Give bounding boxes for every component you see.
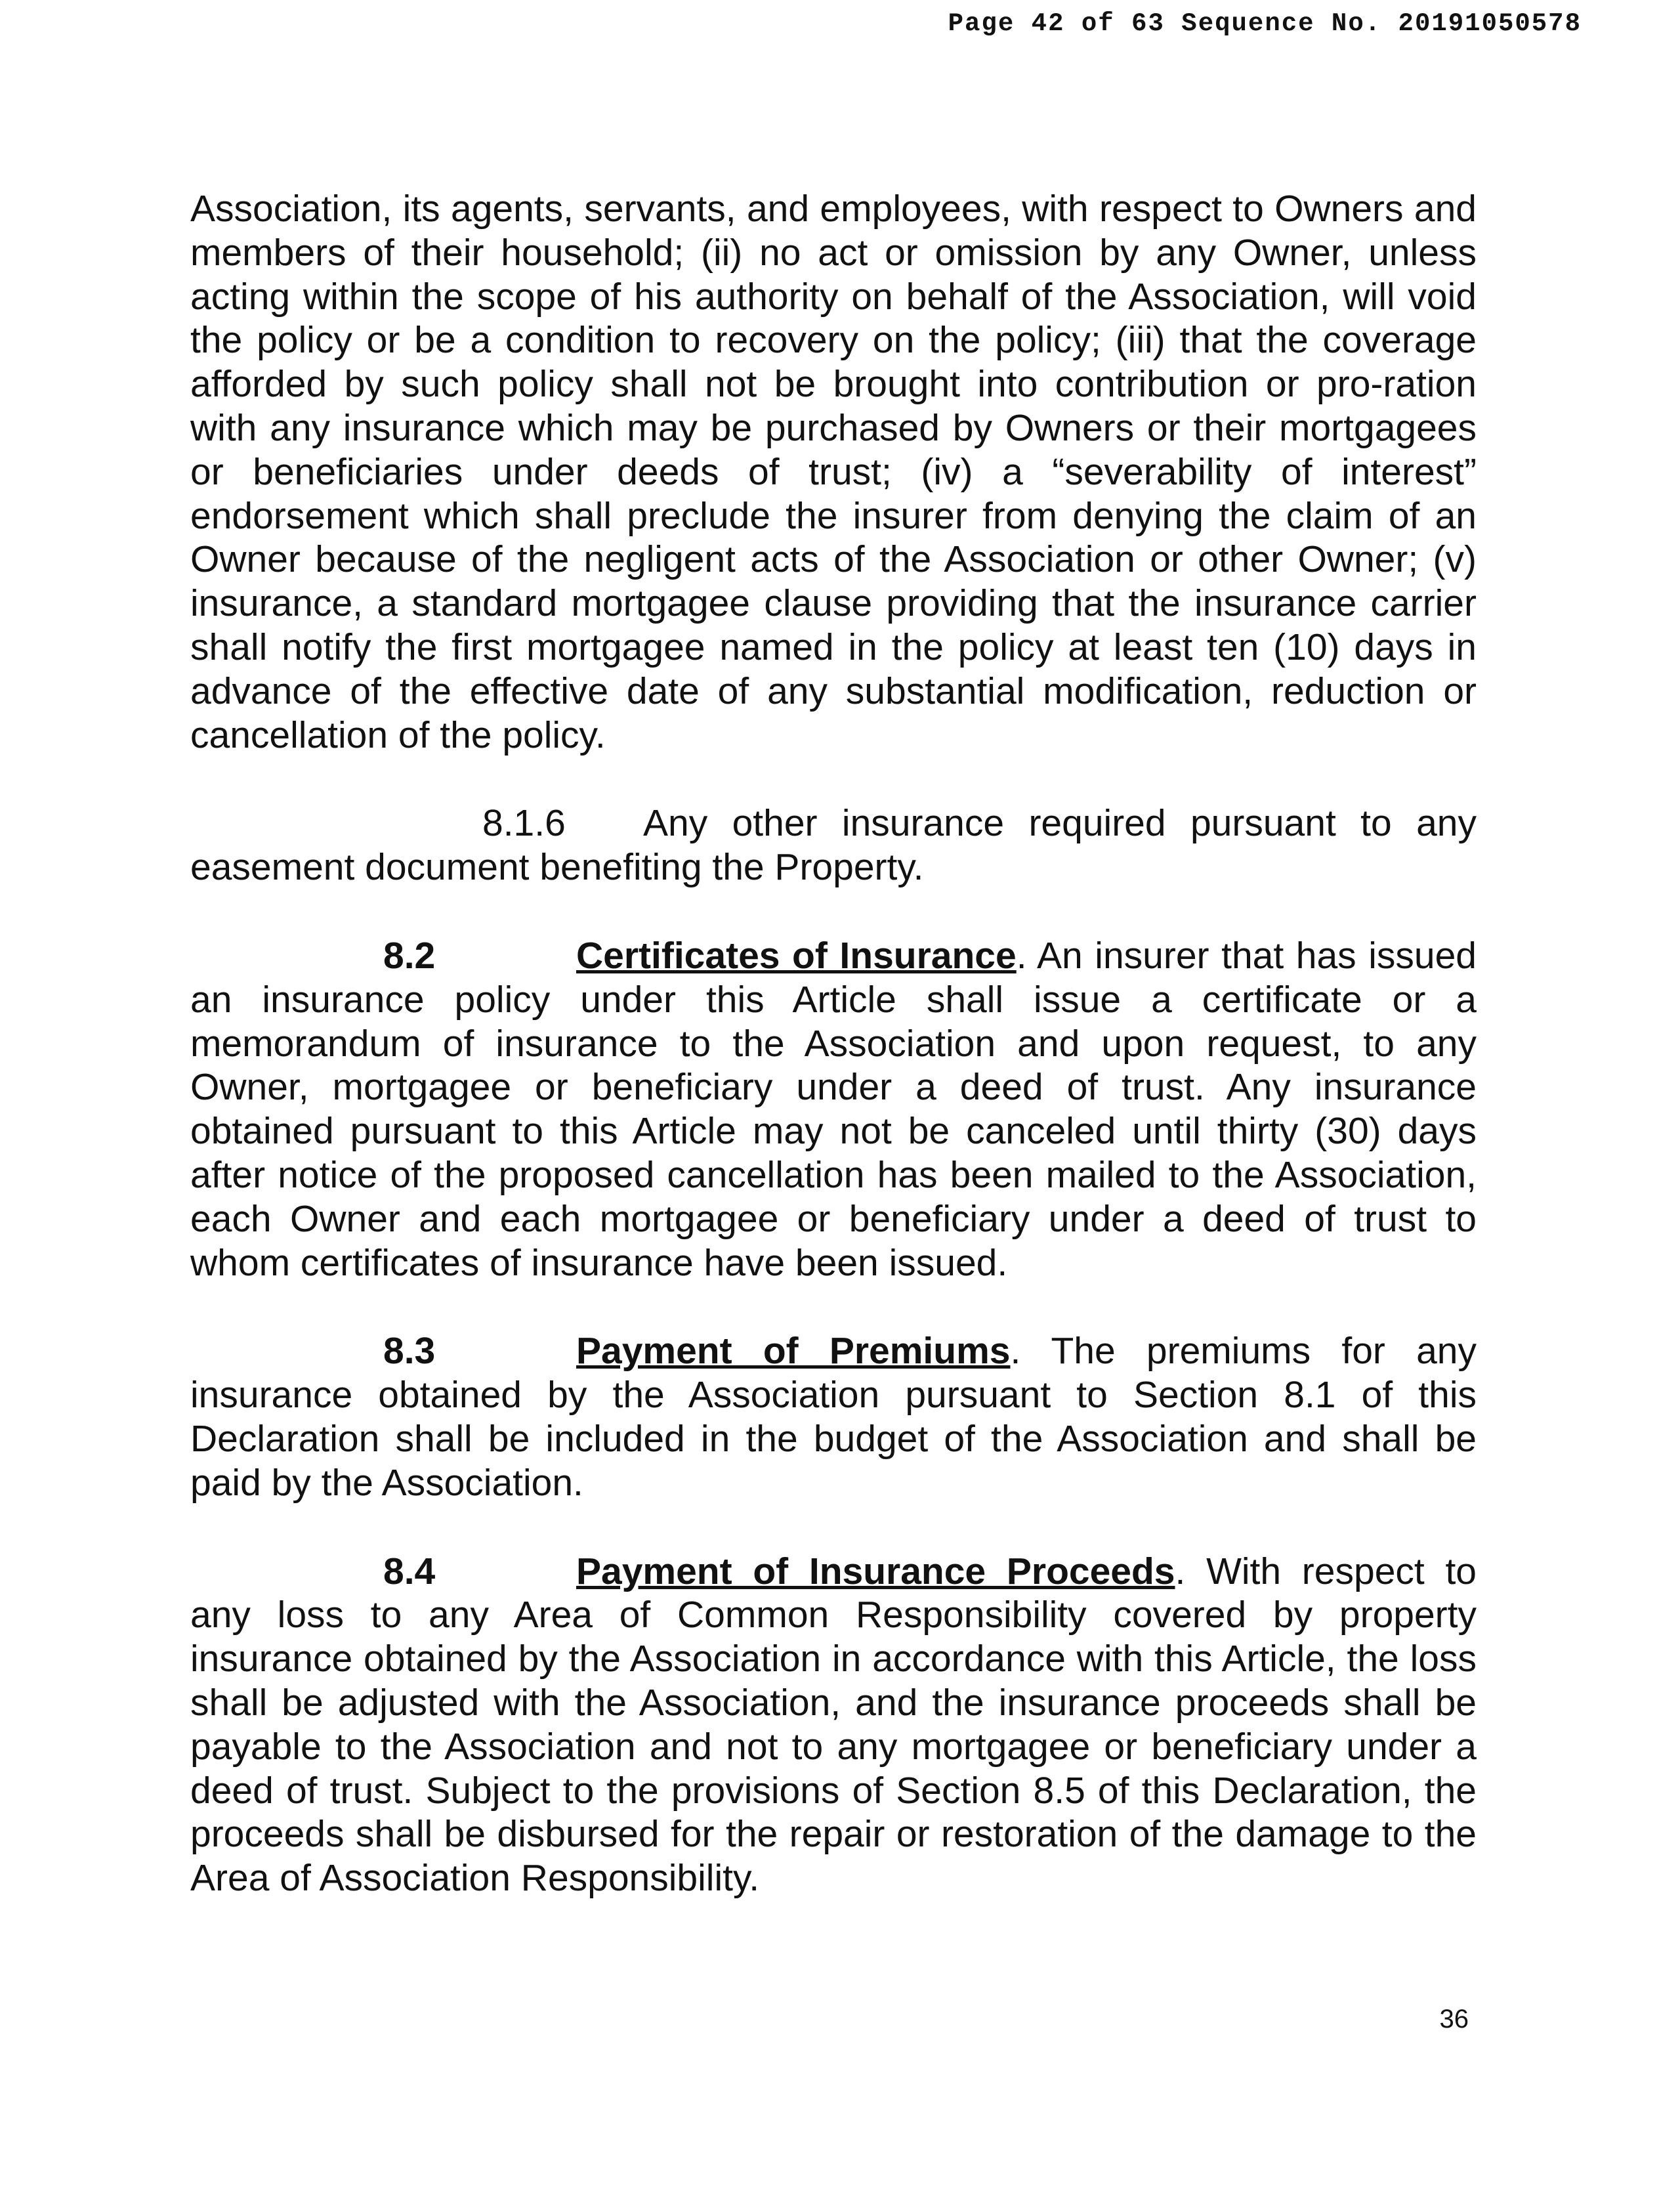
section-number: 8.2 [383, 934, 436, 977]
section-number: 8.3 [383, 1330, 436, 1373]
page-number: 36 [1439, 2005, 1469, 2034]
section-8-3 [190, 1329, 1477, 1504]
section-number: 8.4 [383, 1550, 436, 1592]
section-title: Certificates of Insurance [576, 934, 1017, 977]
section-8-2 [190, 934, 1477, 1285]
section-title: Payment of Premiums [576, 1330, 1011, 1373]
section-text: . The premiums for any insurance obtained by the Association pursuant to Section 8.1 of this Declaration shall be included in the budget of the Association and shall be paid by the Association. [190, 1330, 1477, 1504]
page-sequence-header: Page 42 of 63 Sequence No. 20191050578 [948, 9, 1582, 38]
subsection-text: Any other insurance required pursuant to any easement document benefiting the Property. [190, 802, 1477, 889]
section-text: . An insurer that has issued an insurance policy under this Article shall issue a certificate or a memorandum of insurance to the Association and upon request, to any Owner, mortgagee or beneficiary under a deed of trust. Any insurance obtained pursuant to this Article may not be canceled until thirty (30) days after notice of the proposed cancellation has been mailed to the Association, each Owner and each mortgagee or beneficiary under a deed of trust to whom certificates of insurance have been issued. [190, 934, 1477, 1284]
subsection-8-1-6 [190, 801, 1477, 889]
section-text: . With respect to any loss to any Area of Common Responsibility covered by property insurance obtained by the Association in accordance with this Article, the loss shall be adjusted with the Association, and the insurance proceeds shall be payable to the Association and not to any mortgagee or beneficiary under a deed of trust. Subject to the provisions of Section 8.5 of this Declaration, the proceeds shall be disbursed for the repair or restoration of the damage to the Area of Association Responsibility. [190, 1550, 1477, 1900]
section-8-4 [190, 1550, 1477, 1900]
section-title: Payment of Insurance Proceeds [576, 1550, 1175, 1592]
continuation-paragraph: Association, its agents, servants, and employees, with respect to Owners and members of their household; (ii) no act or omission by any Owner, unless acting within the scope of his authority on behalf of the Association, will void the policy or be a condition to recovery on the policy; (iii) that the coverage afforded by such policy shall not be brought into contribution or pro-ration with any insurance which may be purchased by Owners or their mortgagees or beneficiaries under deeds of trust; (iv) a “severability of interest” endorsement which shall preclude the insurer from denying the claim of an Owner because of the negligent acts of the Association or other Owner; (v) insurance, a standard mortgagee clause providing that the insurance carrier shall notify the first mortgagee named in the policy at least ten (10) days in advance of the effective date of any substantial modification, reduction or cancellation of the policy. [190, 188, 1477, 756]
subsection-number: 8.1.6 [482, 802, 566, 845]
document-body [190, 187, 1477, 1900]
